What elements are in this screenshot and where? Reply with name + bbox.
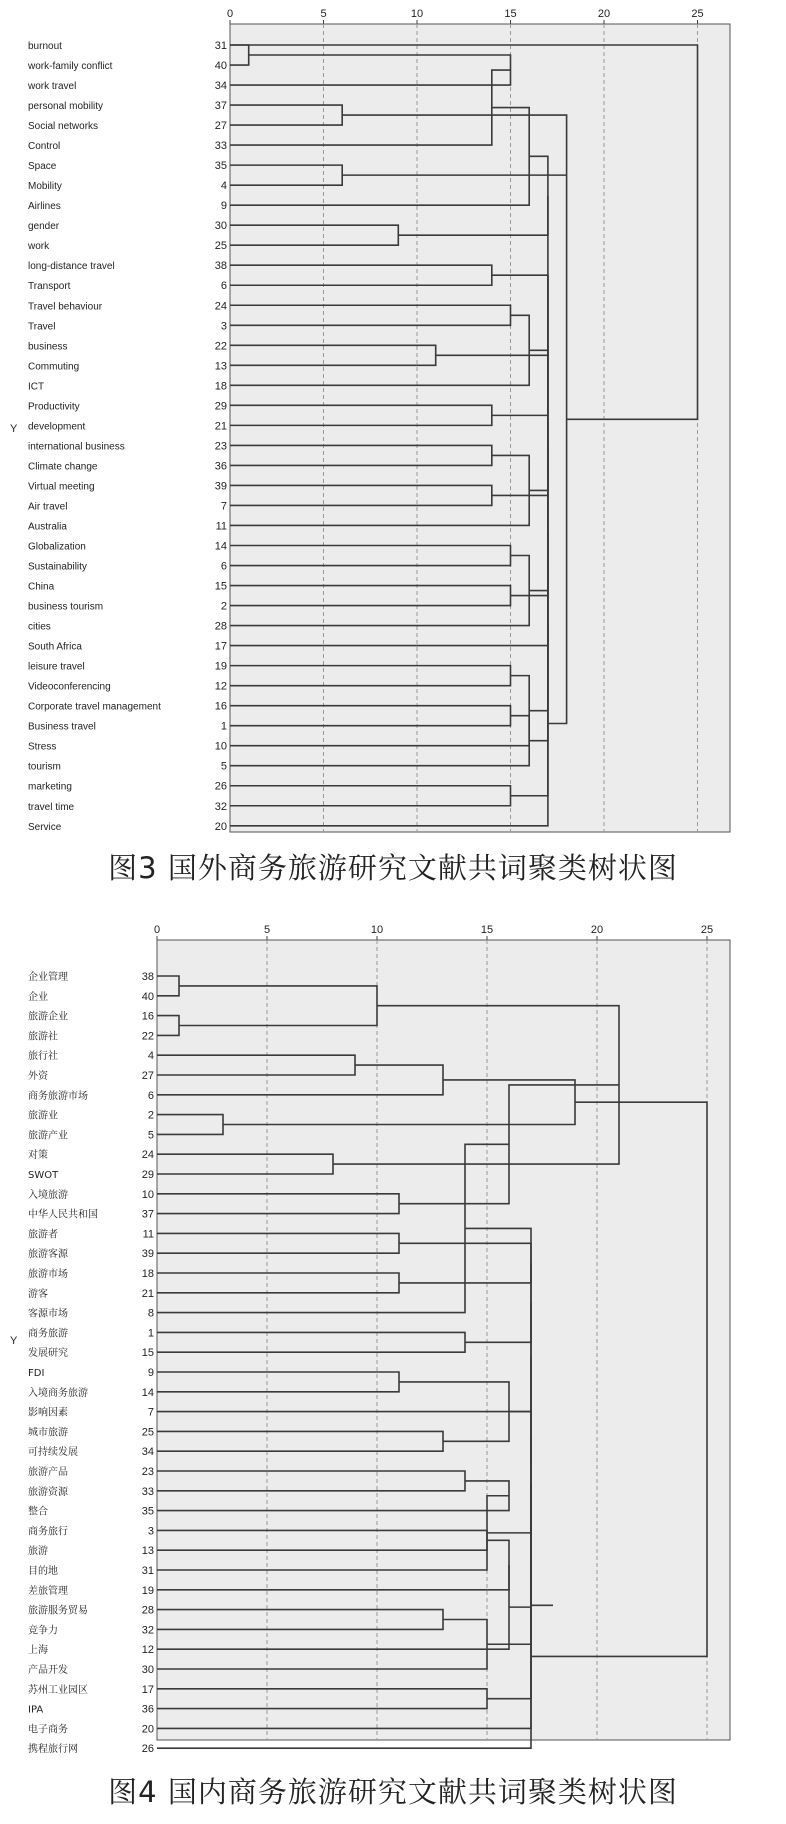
leaf-number: 23: [214, 440, 227, 453]
leaf-label: 中华人民共和国: [28, 1209, 98, 1221]
x-tick-label: 15: [480, 924, 494, 936]
leaf-number: 10: [141, 1188, 154, 1201]
leaf-number: 37: [214, 100, 227, 113]
leaf-number: 18: [214, 380, 227, 393]
leaf-label: Transport: [28, 281, 71, 293]
leaf-number: 1: [220, 720, 227, 733]
leaf-number: 28: [214, 620, 227, 633]
x-tick-label: 5: [320, 8, 327, 20]
leaf-label: 可持续发展: [28, 1447, 78, 1459]
leaf-label: 对策: [28, 1150, 48, 1162]
leaf-label: IPA: [28, 1704, 44, 1716]
leaf-number: 21: [141, 1287, 154, 1300]
leaf-number: 30: [141, 1664, 154, 1676]
leaf-label: Airlines: [28, 201, 61, 213]
leaf-number: 26: [214, 780, 227, 793]
leaf-label: 商务旅游: [28, 1328, 68, 1340]
figure-3: [0, 0, 786, 900]
leaf-label: Business travel: [28, 721, 96, 733]
leaf-label: tourism: [28, 761, 61, 773]
leaf-number: 4: [220, 180, 227, 193]
x-tick-label: 10: [410, 8, 424, 20]
leaf-number: 2: [147, 1109, 154, 1122]
leaf-number: 34: [214, 80, 227, 93]
leaf-label: 目的地: [28, 1566, 58, 1577]
leaf-label: 商务旅行: [28, 1526, 68, 1538]
leaf-label: Mobility: [28, 181, 62, 193]
leaf-label: burnout: [28, 41, 62, 52]
leaf-label: Virtual meeting: [28, 481, 95, 493]
leaf-number: 25: [141, 1426, 154, 1439]
leaf-number: 6: [147, 1089, 154, 1102]
leaf-number: 24: [141, 1149, 154, 1162]
leaf-label: 电子商务: [28, 1724, 68, 1736]
leaf-label: 客源市场: [28, 1308, 68, 1320]
x-tick-label: 0: [153, 924, 161, 936]
x-tick-label: 25: [700, 924, 714, 936]
leaf-number: 35: [214, 160, 227, 173]
dendrogram-chart-4: [0, 900, 786, 1766]
leaf-label: 旅行社: [28, 1051, 58, 1063]
leaf-label: 入境旅游: [28, 1189, 68, 1201]
leaf-number: 25: [214, 240, 227, 253]
leaf-label: South Africa: [28, 641, 82, 653]
leaf-label: Service: [28, 821, 62, 833]
leaf-label: 旅游产品: [28, 1467, 68, 1478]
leaf-label: Corporate travel management: [28, 701, 161, 713]
leaf-label: 旅游服务贸易: [28, 1605, 88, 1617]
leaf-number: 5: [147, 1129, 154, 1142]
leaf-label: international business: [28, 441, 125, 453]
leaf-label: Commuting: [28, 361, 80, 373]
leaf-number: 24: [214, 300, 227, 313]
leaf-number: 33: [141, 1485, 154, 1498]
leaf-label: Travel: [28, 321, 56, 333]
leaf-label: Space: [28, 161, 57, 173]
leaf-number: 16: [214, 700, 227, 713]
leaf-label: business: [28, 341, 68, 353]
leaf-number: 35: [141, 1505, 154, 1518]
leaf-label: work: [28, 241, 50, 253]
leaf-number: 36: [214, 460, 227, 473]
leaf-label: cities: [28, 621, 51, 633]
leaf-label: 产品开发: [28, 1665, 68, 1676]
leaf-label: Sustainability: [28, 561, 87, 573]
leaf-label: 旅游市场: [28, 1269, 68, 1280]
leaf-number: 23: [141, 1466, 154, 1478]
leaf-number: 27: [214, 120, 227, 133]
leaf-label: Control: [28, 141, 61, 153]
leaf-label: 游客: [28, 1288, 48, 1300]
leaf-number: 29: [214, 400, 227, 413]
x-tick-label: 20: [590, 924, 604, 936]
leaf-number: 20: [141, 1723, 154, 1736]
leaf-number: 7: [220, 500, 227, 513]
leaf-label: 携程旅行网: [28, 1744, 78, 1756]
leaf-number: 13: [141, 1545, 154, 1558]
leaf-number: 32: [141, 1624, 154, 1637]
leaf-number: 1: [147, 1327, 154, 1340]
leaf-number: 37: [141, 1208, 154, 1221]
leaf-label: 竞争力: [28, 1625, 58, 1637]
leaf-label: leisure travel: [28, 661, 85, 673]
leaf-label: 苏州工业园区: [28, 1684, 88, 1696]
x-tick-label: 20: [597, 8, 611, 20]
y-axis-label: Y: [10, 1335, 18, 1347]
leaf-number: 27: [141, 1070, 154, 1082]
leaf-number: 33: [214, 140, 227, 153]
leaf-number: 39: [141, 1248, 154, 1261]
leaf-number: 19: [214, 660, 227, 673]
leaf-label: 入境商务旅游: [28, 1387, 88, 1399]
figure-caption-3: 图3 国外商务旅游研究文献共词聚类树状图: [108, 851, 678, 885]
x-tick-label: 10: [370, 924, 384, 936]
leaf-label: 旅游产业: [28, 1130, 68, 1142]
x-tick-label: 25: [691, 8, 704, 20]
leaf-number: 34: [141, 1446, 154, 1459]
leaf-label: work-family conflict: [28, 61, 113, 73]
leaf-label: ICT: [28, 381, 45, 393]
leaf-number: 30: [214, 220, 227, 233]
x-tick-label: 0: [226, 8, 234, 20]
leaf-label: 旅游者: [28, 1229, 58, 1241]
leaf-number: 3: [220, 320, 227, 333]
leaf-number: 19: [141, 1584, 154, 1597]
leaf-label: work travel: [28, 81, 77, 93]
leaf-number: 14: [141, 1386, 154, 1399]
leaf-label: 差旅管理: [28, 1585, 68, 1597]
leaf-label: Globalization: [28, 541, 86, 553]
leaf-label: 商务旅游市场: [28, 1090, 88, 1102]
leaf-number: 15: [141, 1347, 154, 1360]
figure-caption-4: 图4 国内商务旅游研究文献共词聚类树状图: [108, 1775, 678, 1809]
leaf-label: 外资: [28, 1071, 48, 1082]
leaf-label: Travel behaviour: [28, 301, 103, 313]
leaf-label: Videoconferencing: [28, 681, 111, 693]
leaf-label: travel time: [28, 801, 75, 813]
leaf-number: 12: [214, 680, 227, 693]
leaf-label: 企业管理: [28, 972, 68, 983]
leaf-label: China: [28, 581, 55, 593]
leaf-number: 40: [214, 60, 227, 73]
leaf-number: 38: [141, 971, 154, 983]
leaf-number: 13: [214, 360, 227, 373]
leaf-label: 发展研究: [28, 1348, 68, 1360]
leaf-number: 26: [141, 1743, 154, 1756]
leaf-number: 18: [141, 1268, 154, 1280]
leaf-number: 6: [220, 560, 227, 573]
leaf-label: Social networks: [28, 121, 99, 133]
leaf-number: 17: [141, 1683, 154, 1696]
leaf-number: 7: [147, 1406, 154, 1419]
figure-4: [0, 900, 786, 1824]
leaf-label: 旅游客源: [28, 1249, 68, 1261]
leaf-number: 2: [220, 600, 227, 613]
leaf-label: personal mobility: [28, 101, 104, 113]
leaf-number: 15: [214, 580, 227, 593]
leaf-label: 城市旅游: [28, 1427, 68, 1439]
leaf-number: 6: [220, 280, 227, 293]
dendrogram-chart-3: [0, 0, 786, 840]
leaf-label: marketing: [28, 781, 72, 793]
leaf-number: 14: [214, 540, 227, 553]
x-tick-label: 15: [504, 8, 517, 20]
leaf-number: 38: [214, 260, 227, 273]
leaf-label: Climate change: [28, 461, 98, 473]
leaf-number: 36: [141, 1703, 154, 1716]
leaf-number: 4: [147, 1050, 154, 1063]
leaf-number: 3: [147, 1525, 154, 1538]
leaf-number: 17: [214, 640, 227, 653]
y-axis-label: Y: [10, 423, 18, 435]
leaf-number: 31: [141, 1565, 154, 1577]
leaf-number: 11: [215, 520, 227, 533]
leaf-label: 影响因素: [28, 1407, 68, 1419]
leaf-number: 32: [214, 800, 227, 813]
leaf-label: Stress: [28, 741, 57, 753]
leaf-number: 9: [220, 200, 227, 213]
leaf-number: 10: [214, 740, 227, 753]
leaf-number: 22: [141, 1030, 154, 1043]
leaf-label: 旅游企业: [28, 1011, 68, 1023]
leaf-label: development: [28, 421, 86, 433]
leaf-number: 20: [214, 820, 227, 833]
leaf-number: 16: [141, 1010, 154, 1023]
leaf-label: long-distance travel: [28, 261, 115, 273]
leaf-number: 9: [147, 1367, 154, 1379]
leaf-label: 旅游业: [28, 1110, 58, 1122]
leaf-label: business tourism: [28, 601, 104, 613]
leaf-label: 整合: [28, 1506, 48, 1518]
leaf-label: Australia: [28, 521, 67, 533]
leaf-number: 5: [220, 760, 227, 773]
leaf-number: 40: [141, 990, 154, 1003]
leaf-number: 39: [214, 480, 227, 493]
leaf-label: 上海: [28, 1645, 48, 1657]
leaf-label: Air travel: [28, 501, 68, 513]
leaf-label: FDI: [28, 1368, 45, 1379]
leaf-label: gender: [28, 221, 60, 233]
leaf-label: 旅游: [28, 1546, 48, 1558]
leaf-number: 28: [141, 1604, 154, 1617]
leaf-number: 11: [142, 1228, 154, 1241]
leaf-number: 31: [214, 40, 227, 52]
leaf-label: 旅游资源: [28, 1486, 68, 1498]
leaf-label: SWOT: [28, 1170, 59, 1181]
leaf-number: 8: [147, 1307, 154, 1320]
leaf-label: Productivity: [28, 401, 80, 413]
leaf-number: 29: [141, 1169, 154, 1181]
leaf-number: 12: [141, 1644, 154, 1657]
leaf-number: 21: [214, 420, 227, 433]
leaf-label: 旅游社: [28, 1031, 58, 1043]
leaf-number: 22: [214, 340, 227, 353]
x-tick-label: 5: [263, 924, 271, 936]
leaf-label: 企业: [28, 991, 48, 1003]
